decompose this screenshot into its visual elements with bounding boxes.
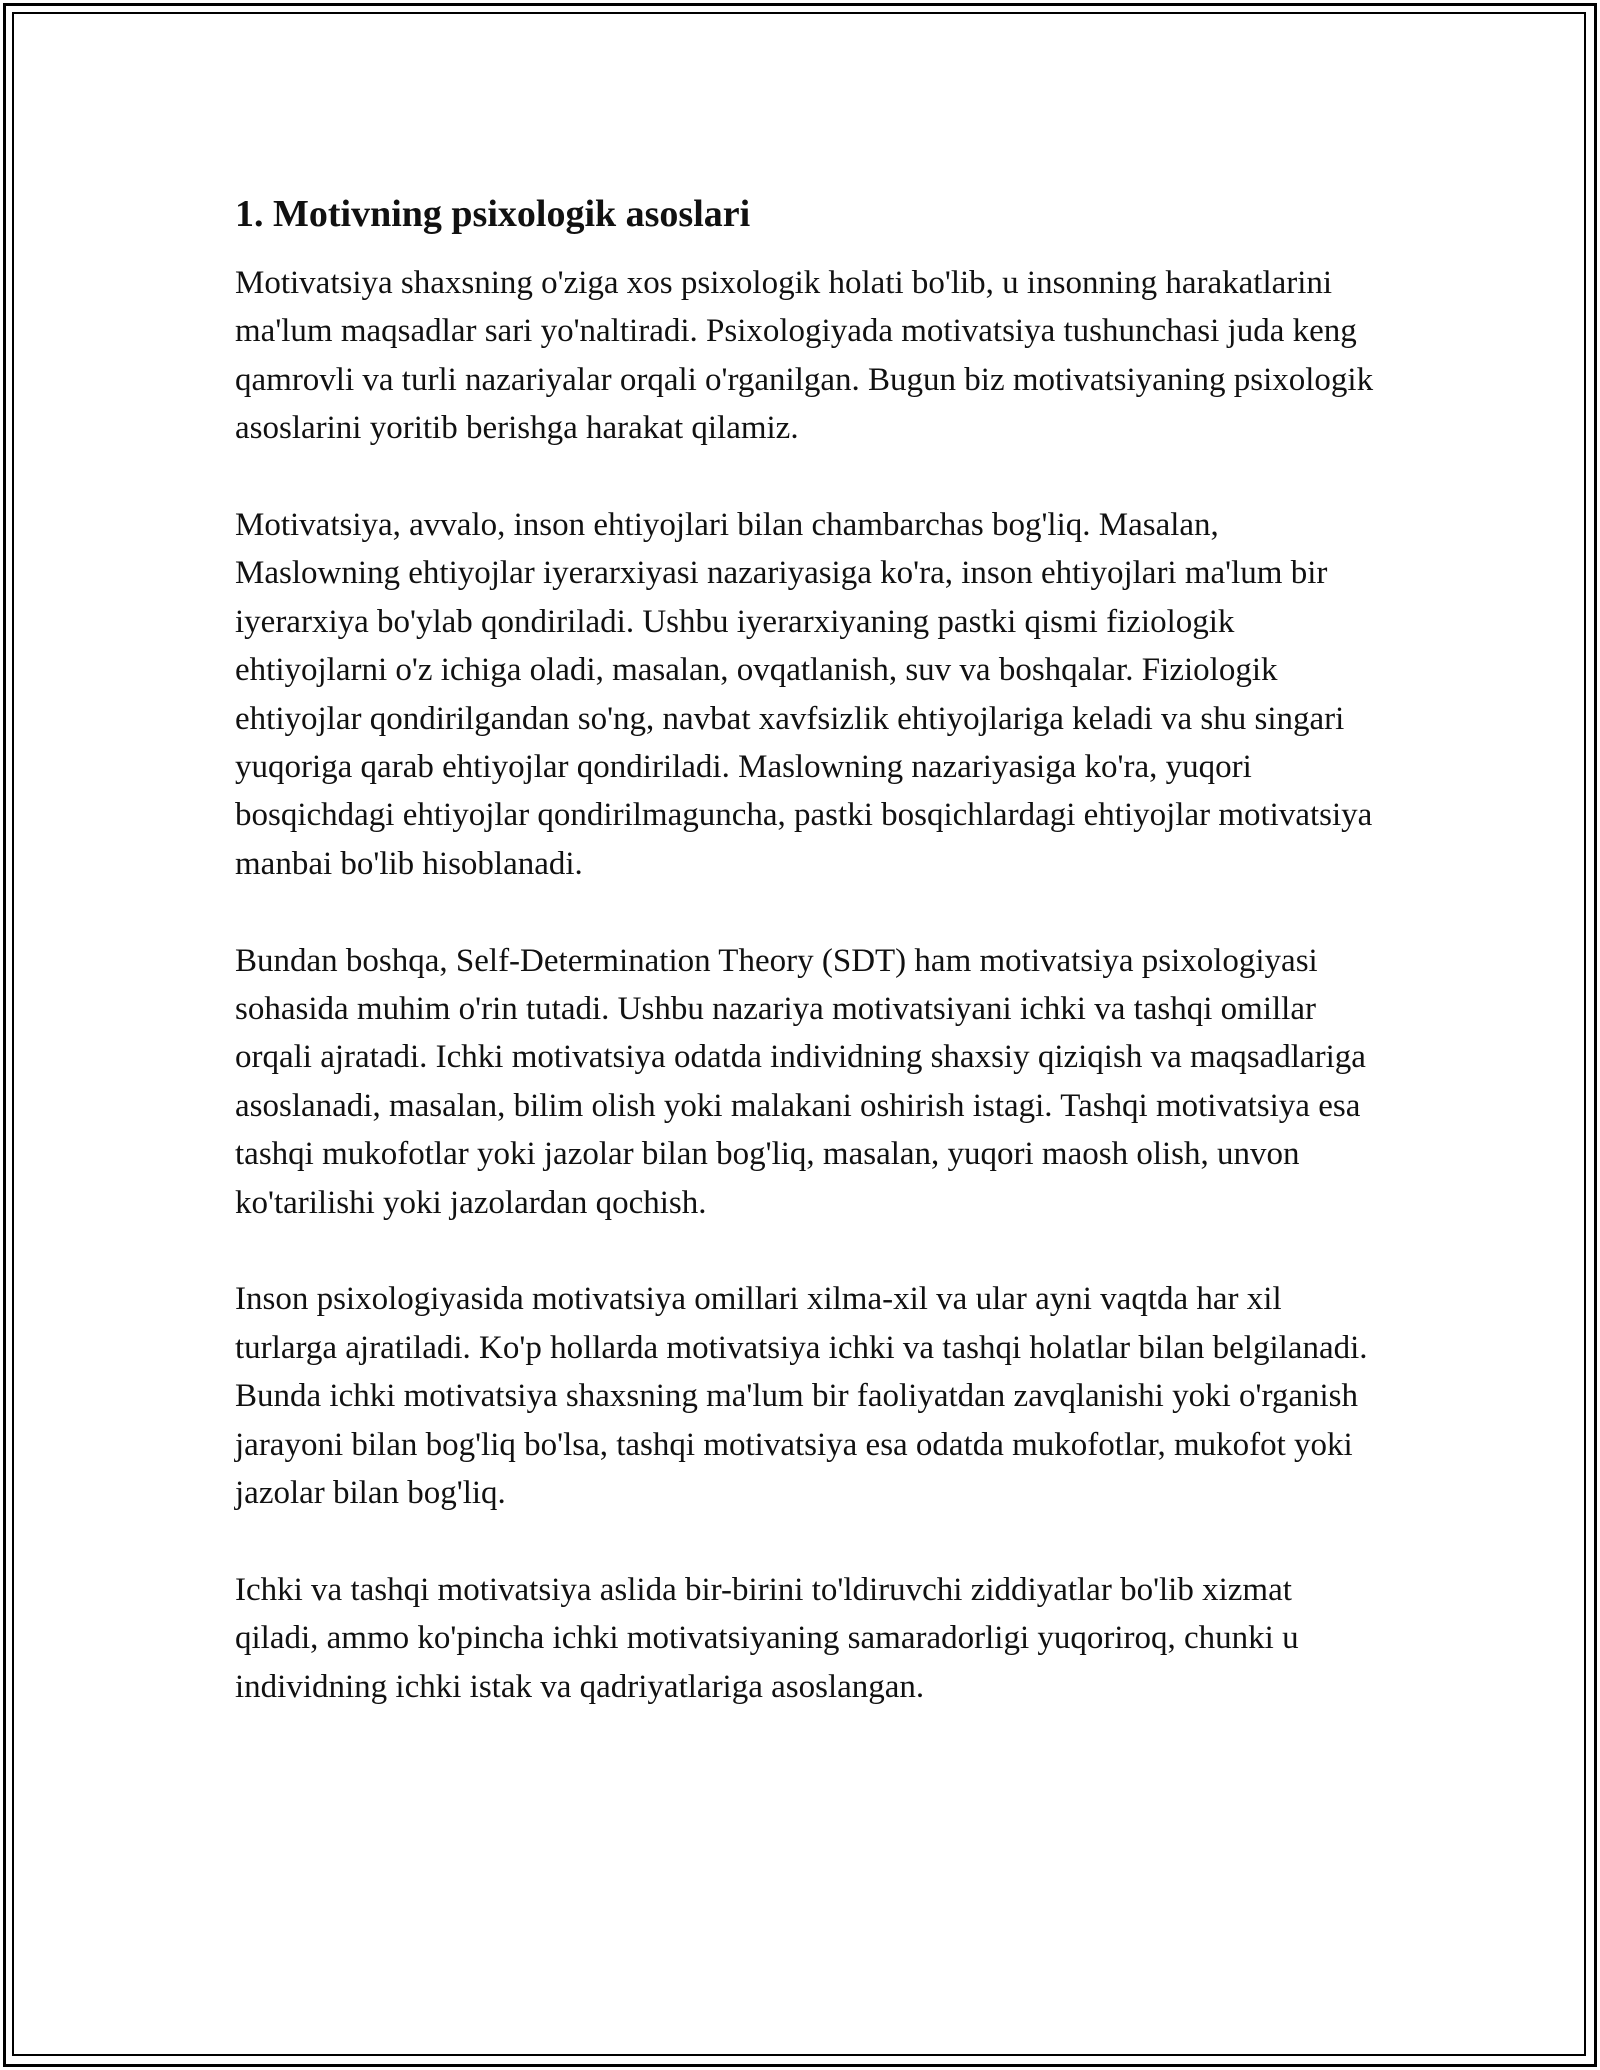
paragraph-5: Ichki va tashqi motivatsiya aslida bir-birini to'ldiruvchi ziddiyatlar bo'lib xizmat qiladi, ammo ko'pincha ichki motivatsiyaning samaradorligi yuqoriroq, chunki u individning ichki istak va qadriyatlariga asoslangan. [235,1571,1299,1705]
paragraph-4: Inson psixologiyasida motivatsiya omillari xilma-xil va ular ayni vaqtda har xil turlarga ajratiladi. Ko'p hollarda motivatsiya ichki va tashqi holatlar bilan belgilanadi. Bunda ichki motivatsiya shaxsning ma'lum bir faoliyatdan zavqlanishi yoki o'rganish jarayoni bilan bog'liq bo'lsa, tashqi motivatsiya esa odatda mukofotlar, mukofot yoki jazolar bilan bog'liq. [235,1281,1368,1512]
paragraph-1: Motivatsiya shaxsning o'ziga xos psixologik holati bo'lib, u insonning harakatlarini ma'lum maqsadlar sari yo'naltiradi. Psixologiyada motivatsiya tushunchasi juda keng qamrovli va turli nazariyalar orqali o'rganilgan. Bugun biz motivatsiyaning psixologik asoslarini yoritib berishga harakat qilamiz. [235,265,1374,447]
paragraph-2: Motivatsiya, avvalo, inson ehtiyojlari bilan chambarchas bog'liq. Masalan, Maslowning ehtiyojlar iyerarxiyasi nazariyasiga ko'ra, inson ehtiyojlari ma'lum bir iyerarxiya bo'ylab qondiriladi. Ushbu iyerarxiyaning pastki qismi fiziologik ehtiyojlarni o'z ichiga oladi, masalan, ovqatlanish, suv va boshqalar. Fiziologik ehtiyojlar qondirilgandan so'ng, navbat xavfsizlik ehtiyojlariga keladi va shu singari yuqoriga qarab ehtiyojlar qondiriladi. Maslowning nazariyasiga ko'ra, yuqori bosqichdagi ehtiyojlar qondirilmaguncha, pastki bosqichlardagi ehtiyojlar motivatsiya manbai bo'lib hisoblanadi. [235,507,1373,882]
paragraph-3: Bundan boshqa, Self-Determination Theory (SDT) ham motivatsiya psixologiyasi sohasida muhim o'rin tutadi. Ushbu nazariya motivatsiyani ichki va tashqi omillar orqali ajratadi. Ichki motivatsiya odatda individning shaxsiy qiziqish va maqsadlariga asoslanadi, masalan, bilim olish yoki malakani oshirish istagi. Tashqi motivatsiya esa tashqi mukofotlar yoki jazolar bilan bog'liq, masalan, yuqori maosh olish, unvon ko'tarilishi yoki jazolardan qochish. [235,942,1366,1221]
document-body [235,185,1375,1711]
section-title: 1. Motivning psixologik asoslari [235,193,751,235]
